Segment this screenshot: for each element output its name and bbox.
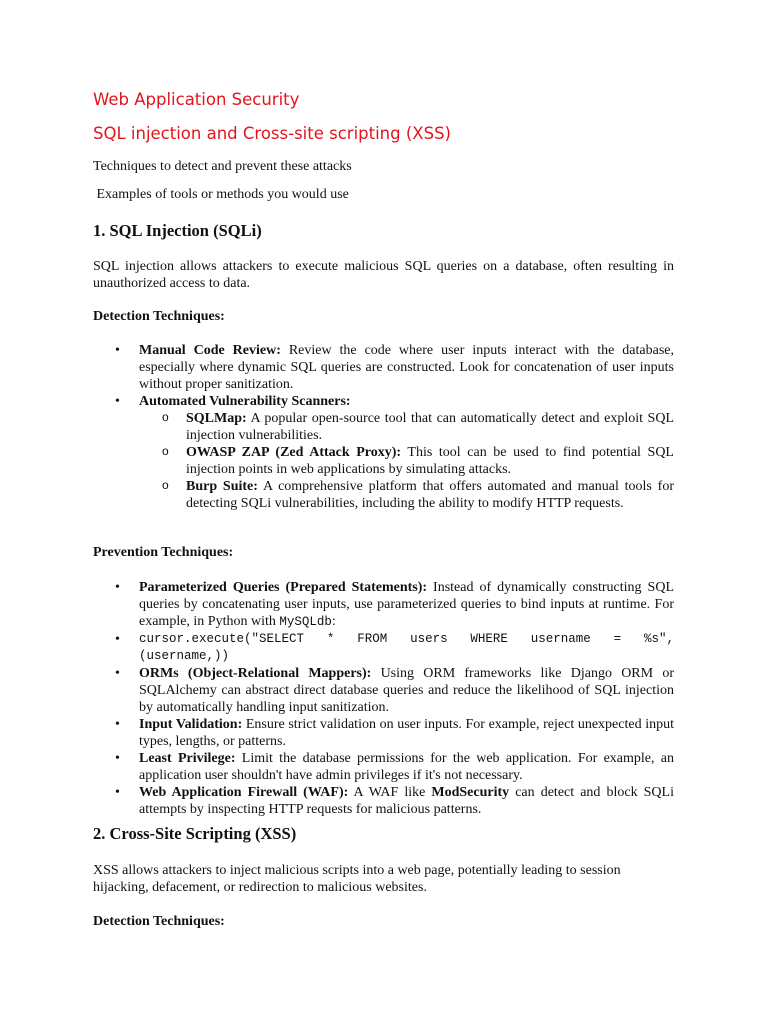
- item-text: Review the code where user inputs interact with the database, especially where dynamic SQL queries are constructed. Look for concatenation of user inputs without proper sanitization.: [139, 343, 674, 392]
- sqli-detection-heading: Detection Techniques:: [93, 309, 225, 324]
- item-text: :: [331, 614, 336, 629]
- item-text: A WAF like: [348, 785, 432, 800]
- intro-line: Examples of tools or methods you would use: [93, 187, 349, 202]
- sqli-prevention-heading: Prevention Techniques:: [93, 545, 234, 560]
- list-item: [93, 393, 674, 410]
- item-text: Limit the database permissions for the web application. For example, an application user shouldn't have admin privileges if it's not necessary.: [139, 751, 674, 783]
- bullet-icon: •: [115, 394, 120, 409]
- item-lead: Least Privilege:: [139, 751, 236, 766]
- intro-line: Techniques to detect and prevent these attacks: [93, 159, 352, 174]
- list-item: [93, 444, 674, 478]
- bullet-icon: •: [115, 580, 120, 595]
- item-lead: Burp Suite:: [186, 479, 258, 494]
- item-lead: ORMs (Object-Relational Mappers):: [139, 666, 372, 681]
- bullet-icon: •: [115, 666, 120, 681]
- bullet-icon: •: [115, 632, 120, 647]
- code-line: cursor.execute("SELECT * FROM users WHERE username = %s", (username,)): [139, 632, 674, 663]
- bullet-icon: o: [162, 478, 169, 492]
- bullet-icon: o: [162, 410, 169, 424]
- document-title: Web Application Security: [93, 90, 300, 109]
- list-item: [93, 665, 674, 716]
- list-item: [93, 750, 674, 784]
- section-heading-sqli: 1. SQL Injection (SQLi): [93, 221, 262, 240]
- code-item: [93, 631, 674, 665]
- bullet-icon: •: [115, 785, 120, 800]
- inline-code: MySQLdb: [279, 615, 332, 629]
- item-lead: Manual Code Review:: [139, 343, 281, 358]
- item-text: can detect and block SQLi attempts by inspecting HTTP requests for malicious patterns.: [139, 785, 674, 817]
- sqli-prevention-list: [93, 579, 674, 818]
- bullet-icon: •: [115, 343, 120, 358]
- bullet-icon: •: [115, 751, 120, 766]
- item-text: Using ORM frameworks like Django ORM or SQLAlchemy can abstract direct database queries and reduce the likelihood of SQL injection by automatically handling input sanitization.: [139, 666, 674, 715]
- xss-detection-heading: Detection Techniques:: [93, 914, 225, 929]
- item-text: Ensure strict validation on user inputs. For example, reject unexpected input types, lengths, or patterns.: [139, 717, 674, 749]
- list-item: [93, 716, 674, 750]
- section-heading-xss: 2. Cross-Site Scripting (XSS): [93, 824, 297, 843]
- item-text: This tool can be used to find potential SQL injection points in web applications by simulating attacks.: [186, 445, 674, 477]
- item-lead: SQLMap:: [186, 411, 247, 426]
- list-item: [93, 784, 674, 818]
- list-item: [93, 579, 674, 631]
- xss-paragraph: XSS allows attackers to inject malicious scripts into a web page, potentially leading to session hijacking, defacement, or redirection to malicious websites.: [93, 863, 621, 895]
- item-lead: Automated Vulnerability Scanners:: [139, 394, 351, 409]
- list-item: [93, 410, 674, 444]
- item-text: A comprehensive platform that offers automated and manual tools for detecting SQLi vulnerabilities, including the ability to modify HTTP requests.: [186, 479, 674, 511]
- bullet-icon: o: [162, 444, 169, 458]
- item-lead: Parameterized Queries (Prepared Statements):: [139, 580, 428, 595]
- list-item: [93, 478, 674, 512]
- bullet-icon: •: [115, 717, 120, 732]
- item-lead: Input Validation:: [139, 717, 243, 732]
- document-subtitle: SQL injection and Cross-site scripting (XSS): [93, 124, 451, 143]
- item-lead: ModSecurity: [431, 785, 510, 800]
- item-text: Instead of dynamically constructing SQL queries by concatenating user inputs, use parameterized queries to bind inputs at runtime. For example, in Python with: [139, 580, 674, 629]
- item-text: A popular open-source tool that can automatically detect and exploit SQL injection vulnerabilities.: [186, 411, 674, 443]
- sqli-paragraph: SQL injection allows attackers to execute malicious SQL queries on a database, often resulting in unauthorized access to data.: [93, 259, 674, 291]
- sqli-detection-list: [93, 342, 674, 512]
- item-lead: Web Application Firewall (WAF):: [139, 785, 349, 800]
- item-lead: OWASP ZAP (Zed Attack Proxy):: [186, 445, 402, 460]
- list-item: [93, 342, 674, 393]
